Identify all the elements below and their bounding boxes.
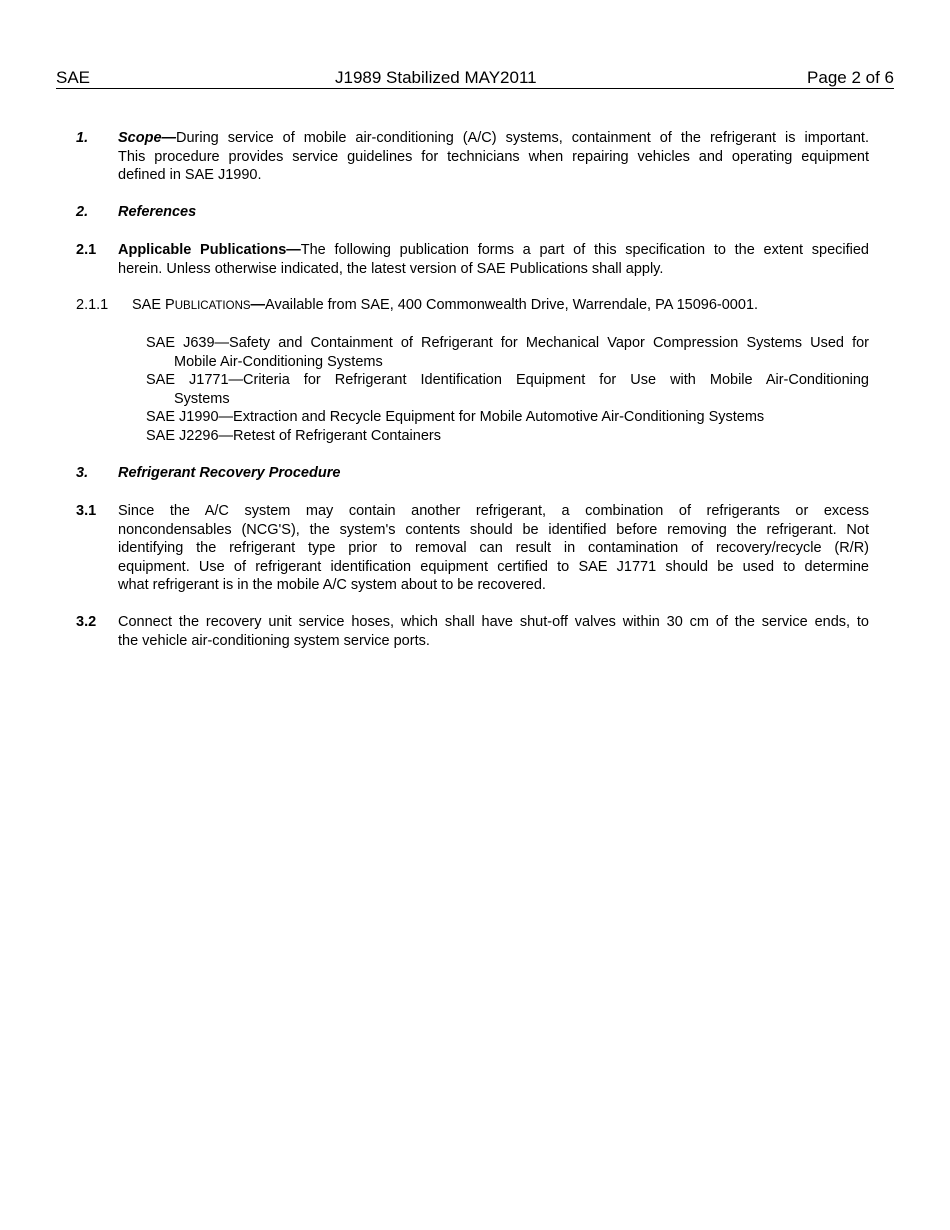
section-title: Scope— — [118, 130, 177, 146]
section-title-smallcaps: UBLICATIONS — [174, 300, 251, 312]
reference-line: SAE J2296—Retest of Refrigerant Containers — [146, 427, 441, 444]
section-number: 3.1 — [76, 503, 97, 519]
text-line: noncondensables (NCG'S), the system's contents should be identified before removing the refrigerant. Not — [118, 521, 869, 538]
section-number: 2. — [76, 204, 89, 220]
header-page-number: Page 2 of 6 — [807, 68, 894, 87]
section-title-dash: — — [250, 297, 266, 313]
section-3-2-text — [118, 613, 869, 650]
section-1-text — [118, 129, 869, 185]
section-title: References — [118, 204, 197, 220]
reference-item — [146, 427, 869, 446]
text-line: identifying the refrigerant type prior to removal can result in contamination of recovery/recycle (R/R) — [118, 540, 869, 557]
text-line: what refrigerant is in the mobile A/C system about to be recovered. — [118, 577, 546, 594]
section-number: 2.1 — [76, 242, 97, 258]
text-line: The following publication forms a part of this specification to the extent specified — [300, 242, 869, 258]
header-document-id: J1989 Stabilized MAY2011 — [335, 68, 537, 87]
reference-item — [146, 371, 869, 408]
section-2-1-text — [118, 241, 869, 278]
text-line: Available from SAE, 400 Commonwealth Drive, Warrendale, PA 15096-0001. — [265, 297, 759, 313]
text-line: This procedure provides service guidelines for technicians when repairing vehicles and operating equipment — [118, 148, 869, 165]
page-header — [56, 68, 894, 89]
section-title-prefix: SAE P — [132, 297, 175, 313]
section-number: 3.2 — [76, 614, 97, 630]
section-title: Refrigerant Recovery Procedure — [118, 465, 341, 481]
header-org: SAE — [56, 68, 91, 87]
text-line: Connect the recovery unit service hoses, which shall have shut-off valves within 30 cm of the service ends, to — [118, 614, 869, 630]
section-title: Applicable Publications— — [118, 242, 301, 258]
text-line: equipment. Use of refrigerant identification equipment certified to SAE J1771 should be used to determine — [118, 558, 869, 575]
reference-item — [146, 408, 869, 427]
reference-list — [146, 334, 869, 446]
text-line: the vehicle air-conditioning system service ports. — [118, 632, 430, 649]
reference-line: Mobile Air-Conditioning Systems — [174, 353, 383, 370]
section-number: 3. — [76, 465, 89, 481]
section-2-1-1-text — [132, 296, 869, 316]
reference-line: SAE J1771—Criteria for Refrigerant Identification Equipment for Use with Mobile Air-Conditioning — [146, 372, 869, 389]
text-line: defined in SAE J1990. — [118, 167, 262, 184]
section-number: 2.1.1 — [76, 297, 109, 313]
reference-item — [146, 334, 869, 371]
section-number: 1. — [76, 130, 89, 146]
section-3-1-text — [118, 502, 869, 595]
text-line: Since the A/C system may contain another refrigerant, a combination of refrigerants or excess — [118, 503, 869, 519]
reference-line: SAE J1990—Extraction and Recycle Equipment for Mobile Automotive Air-Conditioning Systems — [146, 409, 765, 426]
text-line: During service of mobile air-conditioning (A/C) systems, containment of the refrigerant is important. — [176, 130, 869, 146]
text-line: herein. Unless otherwise indicated, the latest version of SAE Publications shall apply. — [118, 260, 664, 277]
reference-line: Systems — [174, 390, 230, 407]
reference-line: SAE J639—Safety and Containment of Refrigerant for Mechanical Vapor Compression Systems Used for — [146, 335, 869, 351]
